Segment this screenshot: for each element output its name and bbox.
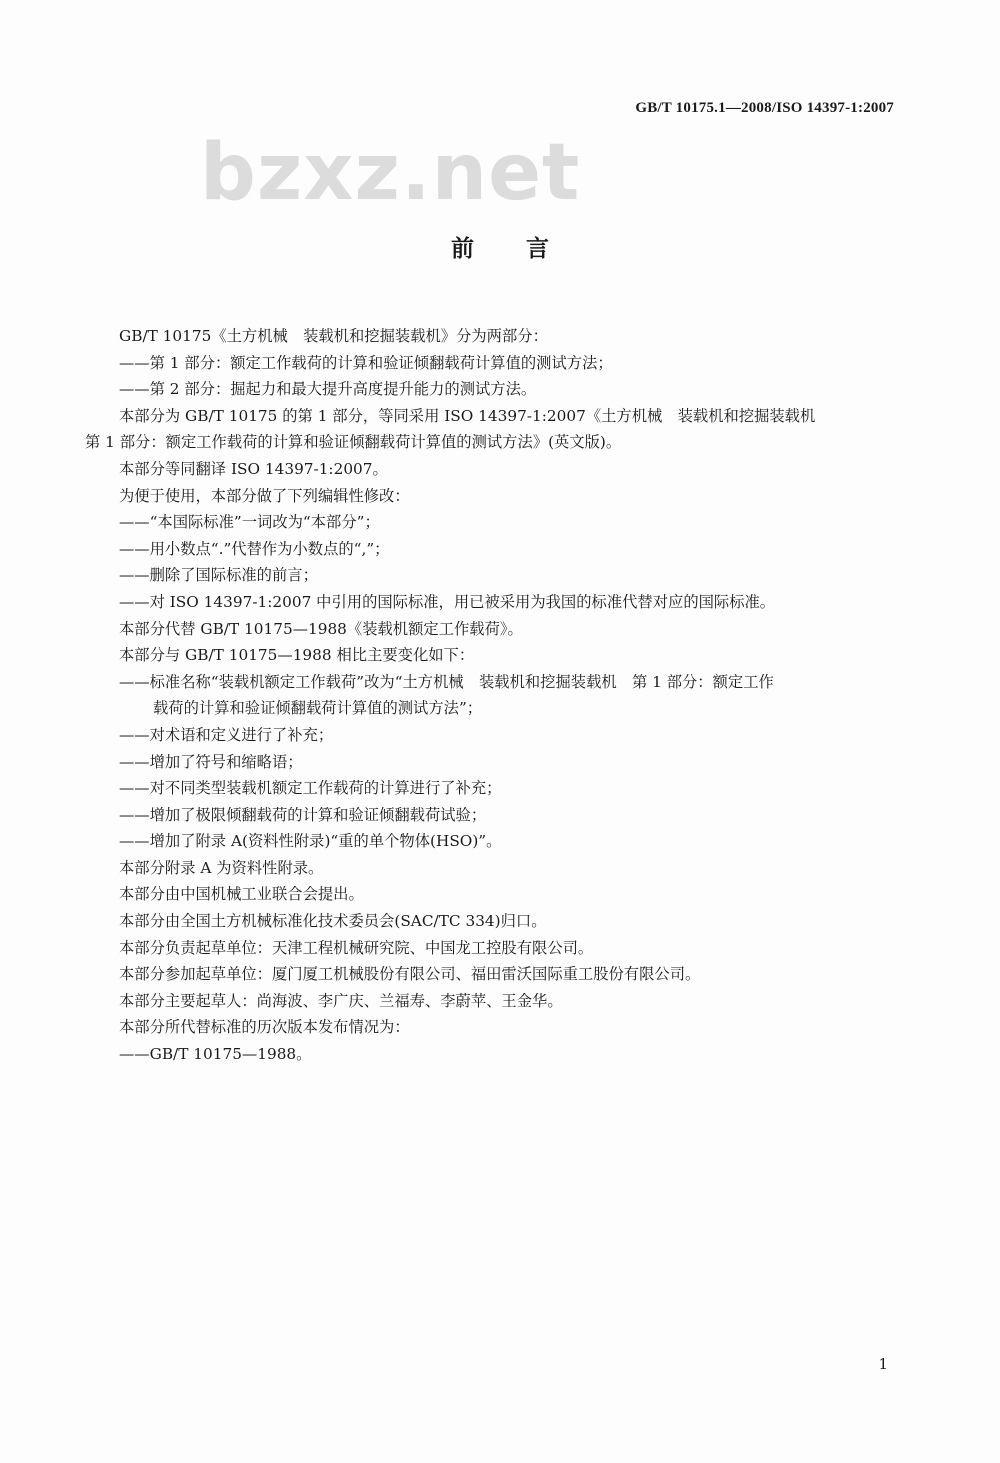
paragraph-line: 本部分由中国机械工业联合会提出。 <box>119 885 364 904</box>
list-item-line: ——第 2 部分：掘起力和最大提升高度提升能力的测试方法。 <box>119 380 537 399</box>
list-item-line: ——第 1 部分：额定工作载荷的计算和验证倾翻载荷计算值的测试方法； <box>119 353 613 372</box>
list-item-line: ——对术语和定义进行了补充； <box>119 725 334 744</box>
paragraph-line: 本部分主要起草人：尚海波、李广庆、兰福寿、李蔚苹、王金华。 <box>119 991 563 1010</box>
list-item-line: ——GB/T 10175—1988。 <box>119 1045 312 1064</box>
list-item-line: ——增加了附录 A(资料性附录)“重的单个物体(HSO)”。 <box>119 832 502 851</box>
list-item-line: ——“本国际标准”一词改为“本部分”； <box>119 513 380 532</box>
list-item-line: 载荷的计算和验证倾翻载荷计算值的测试方法”； <box>153 699 483 718</box>
page-title: 前言 <box>451 235 601 262</box>
list-item-line: ——对 ISO 14397-1:2007 中引用的国际标准，用已被采用为我国的标准代替对应的国际标准。 <box>119 592 776 611</box>
paragraph-line: 为便于使用，本部分做了下列编辑性修改： <box>119 486 410 505</box>
paragraph-line: 本部分所代替标准的历次版本发布情况为： <box>119 1018 410 1037</box>
standard-number: GB/T 10175.1—2008/ISO 14397-1:2007 <box>635 100 894 116</box>
paragraph-line: 本部分参加起草单位：厦门厦工机械股份有限公司、福田雷沃国际重工股份有限公司。 <box>119 965 701 984</box>
paragraph-line: 第 1 部分：额定工作载荷的计算和验证倾翻载荷计算值的测试方法》(英文版)。 <box>85 433 622 452</box>
paragraph-line: GB/T 10175《土方机械 装载机和挖掘装载机》分为两部分： <box>119 327 548 345</box>
paragraph-line: 本部分负责起草单位：天津工程机械研究院、中国龙工控股有限公司。 <box>119 938 594 957</box>
list-item-line: ——用小数点“.”代替作为小数点的“,”； <box>119 539 390 558</box>
paragraph-line: 本部分等同翻译 ISO 14397-1:2007。 <box>119 459 388 478</box>
paragraph-line: 本部分代替 GB/T 10175—1988《装载机额定工作载荷》。 <box>119 619 523 638</box>
list-item-line: ——对不同类型装载机额定工作载荷的计算进行了补充； <box>119 779 502 798</box>
paragraph-line: 本部分与 GB/T 10175—1988 相比主要变化如下： <box>119 646 475 665</box>
list-item-line: ——增加了符号和缩略语； <box>119 752 303 771</box>
list-item-line: ——标准名称“装载机额定工作载荷”改为“土方机械 装载机和挖掘装载机 第 1 部分：额定工作 <box>119 672 774 691</box>
foreword-body <box>85 323 897 1068</box>
watermark: bzxz.net <box>200 128 581 218</box>
paragraph-line: 本部分附录 A 为资料性附录。 <box>119 858 324 877</box>
paragraph-line: 本部分为 GB/T 10175 的第 1 部分，等同采用 ISO 14397-1:2007《土方机械 装载机和挖掘装载机 <box>119 406 816 425</box>
list-item-line: ——删除了国际标准的前言； <box>119 566 318 585</box>
page-number: 1 <box>878 1355 888 1373</box>
list-item-line: ——增加了极限倾翻载荷的计算和验证倾翻载荷试验； <box>119 805 487 824</box>
paragraph-line: 本部分由全国土方机械标准化技术委员会(SAC/TC 334)归口。 <box>119 912 547 931</box>
